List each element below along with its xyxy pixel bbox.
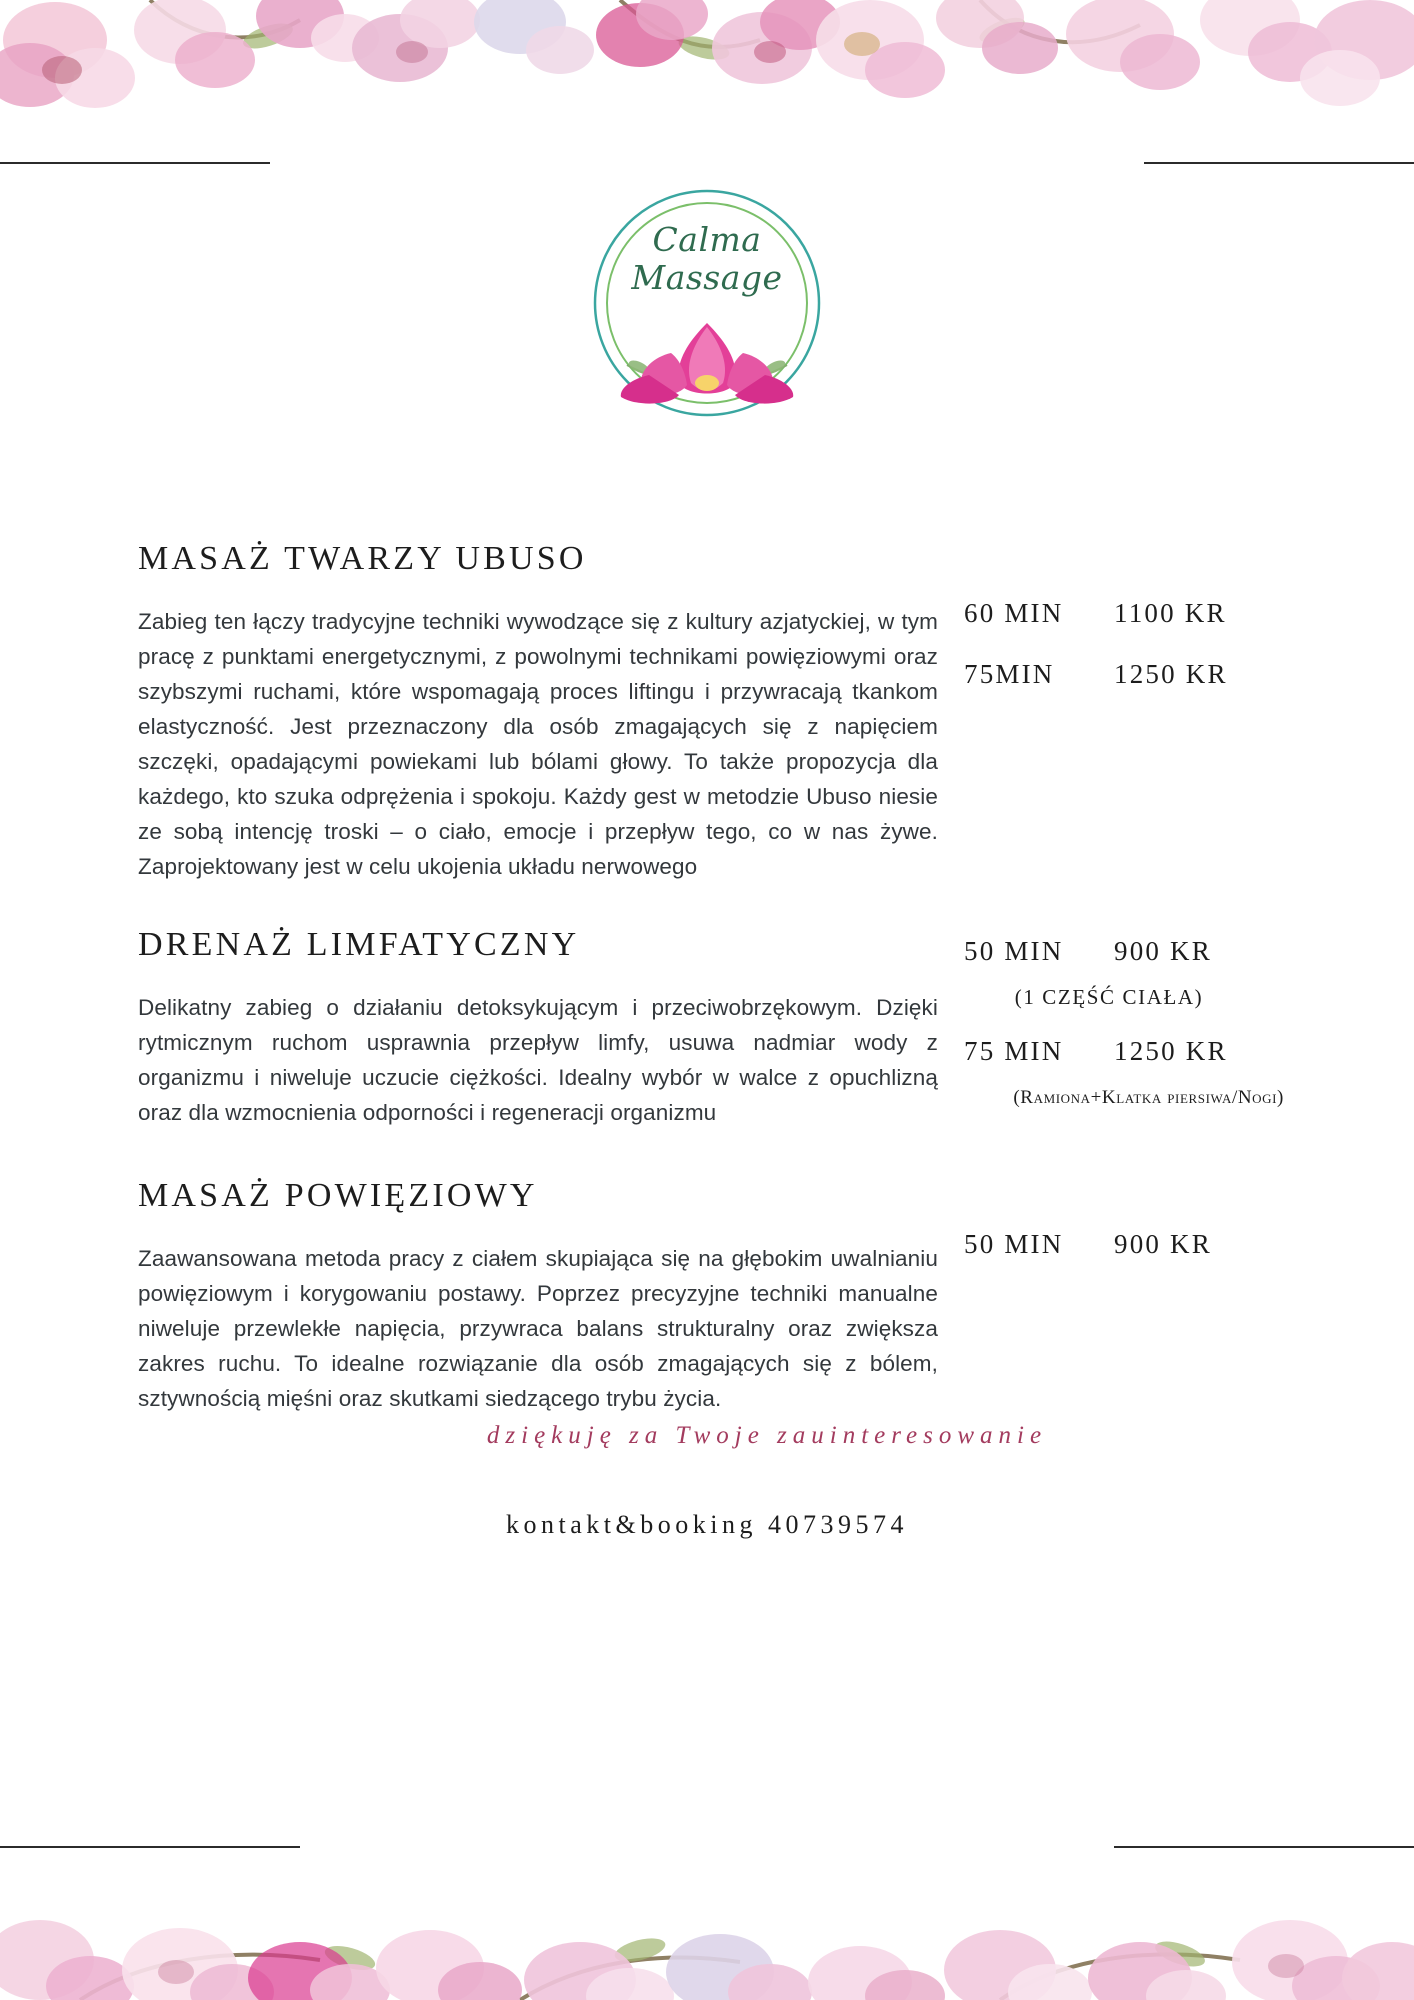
service-section-lymphatic-drainage — [0, 926, 1414, 1135]
price-duration: 60 MIN — [964, 598, 1064, 628]
logo — [0, 175, 1414, 455]
price-duration: 50 MIN — [964, 936, 1064, 966]
service-title: MASAŻ TWARZY UBUSO — [138, 540, 587, 577]
service-section-face-massage — [0, 540, 1414, 884]
price-note: (Ramiona+Klatka piersiwa/Nogi) — [1013, 1087, 1284, 1108]
price-row — [964, 598, 1284, 629]
price-amount: 1250 KR — [1114, 659, 1228, 689]
price-amount: 1250 KR — [1114, 1036, 1228, 1066]
service-text-column — [138, 540, 938, 884]
rule-bottom-right — [1114, 1846, 1414, 1848]
price-duration: 75 MIN — [964, 1036, 1064, 1066]
logo-line-2: Massage — [631, 257, 783, 297]
service-title: DRENAŻ LIMFATYCZNY — [138, 926, 580, 963]
rule-top-left — [0, 162, 270, 164]
floral-border-bottom — [0, 1850, 1414, 2000]
price-row — [964, 936, 1284, 967]
service-text-column — [138, 926, 938, 1130]
logo-wordmark — [567, 221, 847, 297]
logo-wreath-icon — [567, 175, 847, 455]
rule-bottom-left — [0, 1846, 300, 1848]
price-row — [964, 659, 1284, 690]
service-description: Delikatny zabieg o działaniu detoksykującym i przeciwobrzękowym. Dzięki rytmicznym ruchom usprawnia przepływ limfy, usuwa nadmiar wody z organizmu i niweluje uczucie ciężkości. Idealny wybór w walce z opuchlizną oraz dla wzmocnienia odporności i regeneracji organizmu — [138, 995, 938, 1125]
price-duration: 50 MIN — [964, 1229, 1064, 1259]
service-price-column — [938, 540, 1284, 720]
lotus-icon — [621, 323, 793, 404]
service-title: MASAŻ POWIĘZIOWY — [138, 1177, 538, 1214]
price-row — [964, 1036, 1284, 1067]
price-amount: 1100 KR — [1114, 598, 1227, 628]
service-description: Zabieg ten łączy tradycyjne techniki wywodzące się z kultury azjatyckiej, w tym pracę z punktami energetycznymi, z powolnymi technikami powięziowymi oraz szybszymi ruchami, które wspomagają proces liftingu i przywracają tkankom elastyczność. Jest przeznaczony dla osób zmagających się z napięciem szczęki, opadającymi powiekami lub bólami głowy. To także propozycja dla każdego, kto szuka odprężenia i spokoju. Każdy gest w metodzie Ubuso niesie ze sobą intencję troski – o ciało, emocje i przepływ tego, co w nas żywe. Zaprojektowany jest w celu ukojenia układu nerwowego — [138, 609, 938, 879]
service-price-column — [938, 1177, 1284, 1290]
price-list — [0, 540, 1414, 1540]
price-amount: 900 KR — [1114, 1229, 1212, 1259]
price-row — [964, 1229, 1284, 1260]
service-price-column — [938, 926, 1284, 1135]
logo-line-1: Calma — [652, 220, 762, 259]
service-text-column — [138, 1177, 938, 1416]
floral-border-top — [0, 0, 1414, 170]
rule-top-right — [1144, 162, 1414, 164]
price-note: (1 CZĘŚĆ CIAŁA) — [1014, 985, 1204, 1009]
service-description: Zaawansowana metoda pracy z ciałem skupiająca się na głębokim uwalnianiu powięziowym i korygowaniu postawy. Poprzez precyzyjne techniki manualne niweluje przewlekłe napięcia, przywraca balans strukturalny oraz zwiększa zakres ruchu. To idealne rozwiązanie dla osób zmagających się z bólem, sztywnością mięśni oraz skutkami siedzącego trybu życia. — [138, 1246, 938, 1411]
contact-booking: kontakt&booking 40739574 — [506, 1510, 908, 1539]
service-section-fascial-massage — [0, 1177, 1414, 1416]
price-amount: 900 KR — [1114, 936, 1212, 966]
thank-you-note: dziękuję za Twoje zauinteresowanie — [486, 1422, 1048, 1449]
price-duration: 75MIN — [964, 659, 1055, 689]
